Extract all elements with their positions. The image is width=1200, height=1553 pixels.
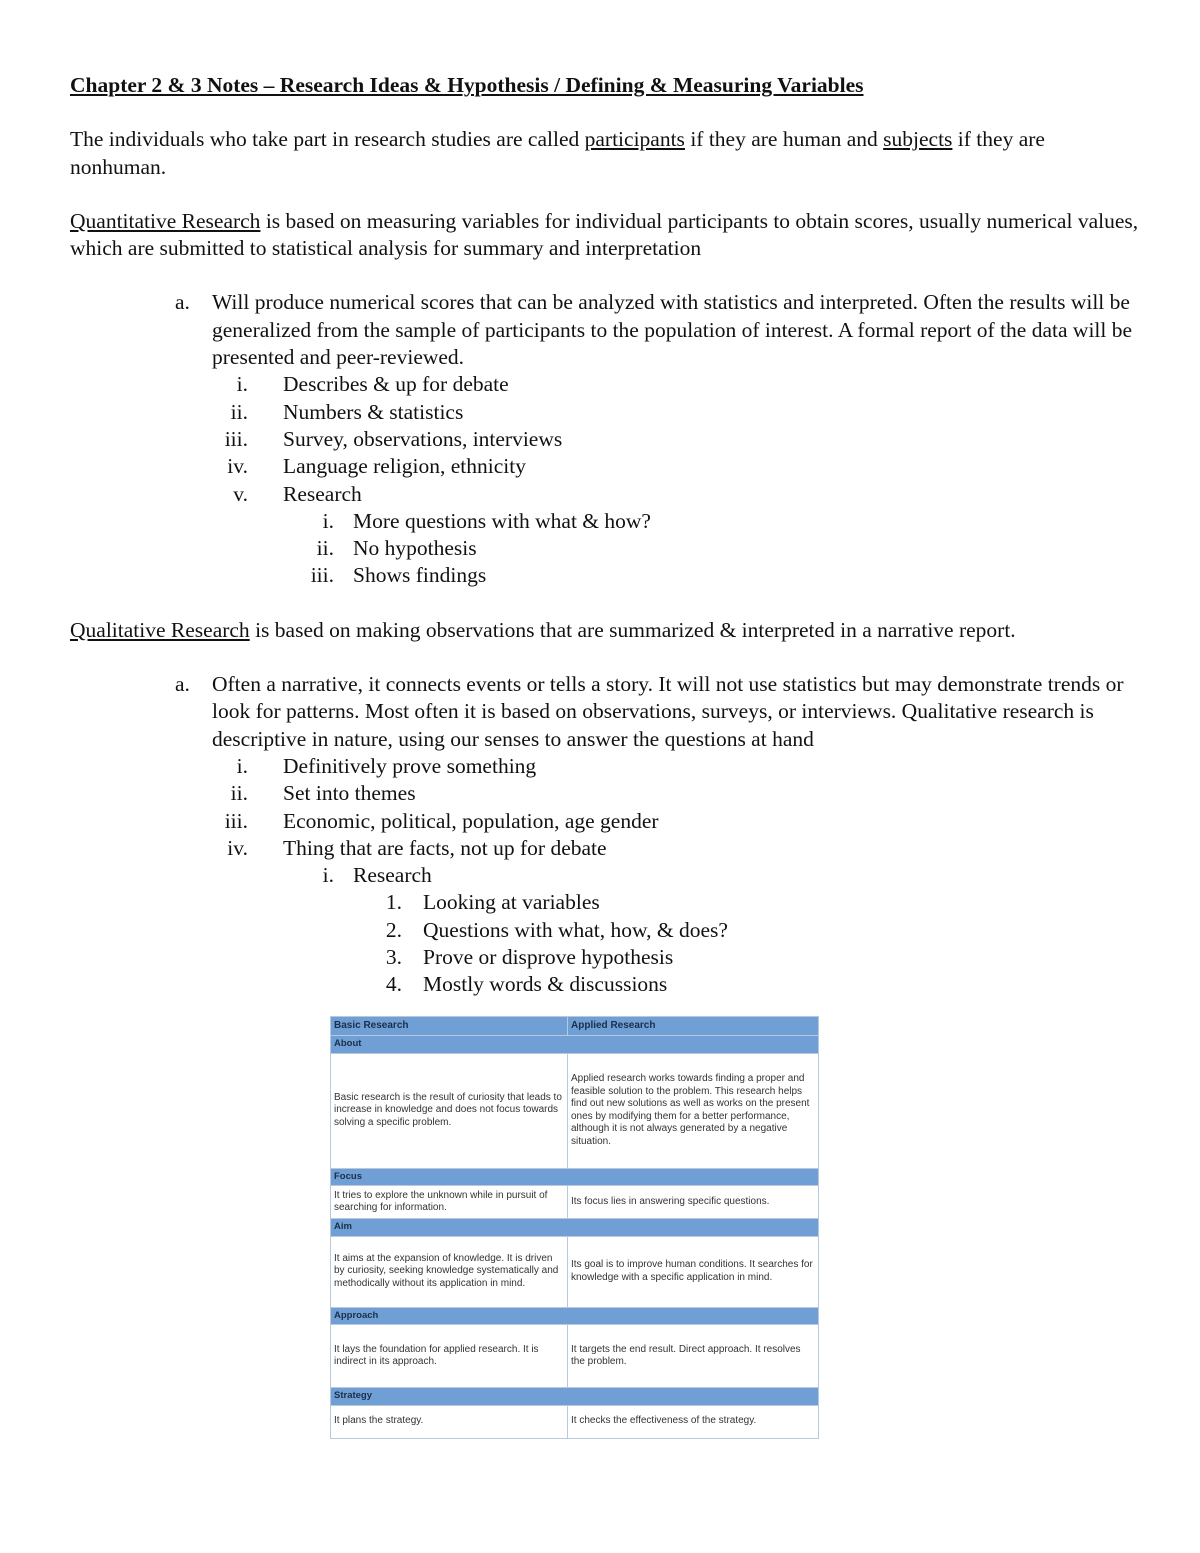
table-cell-applied: It checks the effectiveness of the strategy. [568,1405,819,1438]
table-cell-basic: It tries to explore the unknown while in pursuit of searching for information. [331,1186,568,1219]
table-section-row [331,1036,819,1054]
list-item-text: Definitively prove something [283,753,537,778]
table-section-row [331,1168,819,1186]
intro-paragraph [70,126,1140,181]
table-header-basic: Basic Research [331,1017,568,1036]
document-page [70,72,1140,999]
list-marker: iv. [227,835,248,860]
list-marker: i. [322,508,334,533]
list-marker: v. [233,481,248,506]
qualitative-definition: is based on making observations that are summarized & interpreted in a narrative report. [249,617,1016,642]
list-item-text: Numbers & statistics [283,399,464,424]
intro-text-1: The individuals who take part in research studies are called [70,127,585,152]
list-item-text: Survey, observations, interviews [283,426,563,451]
term-quantitative-research: Quantitative Research [70,208,261,233]
list-item-text: Set into themes [283,781,416,806]
list-marker: i. [322,863,334,888]
list-item-text: Thing that are facts, not up for debate [283,835,607,860]
table-row [331,1325,819,1388]
quantitative-item-a-text: Will produce numerical scores that can be analyzed with statistics and interpreted. Often the results will be generalized from the sample of participants to the population of interest. A formal report of the data will be presented and peer-reviewed. [212,290,1133,370]
list-item [70,971,1140,998]
table-row [331,1405,819,1438]
intro-text-3: if they are nonhuman. [70,127,1045,179]
comparison-table [330,1016,819,1439]
table-section-row [331,1219,819,1237]
list-item [70,481,1140,508]
list-item [70,917,1140,944]
list-marker: iii. [224,426,248,451]
page-title: Chapter 2 & 3 Notes – Research Ideas & Hypothesis / Defining & Measuring Variables [70,73,864,97]
list-item [70,835,1140,862]
qualitative-item-a [70,671,1140,753]
list-marker: iv. [227,454,248,479]
list-marker: ii. [316,536,334,561]
quantitative-definition: is based on measuring variables for individual participants to obtain scores, usually numerical values, which are submitted to statistical analysis for summary and interpretation [70,208,1139,261]
list-item [70,371,1140,398]
list-item [70,862,1140,889]
list-marker: i. [236,753,248,778]
table-section-label: Strategy [331,1388,819,1406]
table-section-label: About [331,1036,819,1054]
list-item-text: Research [353,863,432,888]
table-section-row [331,1388,819,1406]
list-item-text: No hypothesis [353,536,477,561]
list-marker: iii. [224,808,248,833]
list-item [70,426,1140,453]
term-subjects: subjects [883,127,953,152]
list-marker: 1. [385,890,402,915]
list-item [70,508,1140,535]
table-cell-basic: It plans the strategy. [331,1405,568,1438]
table-row [331,1236,819,1307]
list-item-text: Mostly words & discussions [423,972,668,997]
term-participants: participants [584,127,685,152]
table-cell-applied: Its goal is to improve human conditions. It searches for knowledge with a specific application in mind. [568,1236,819,1307]
list-marker: a. [175,672,190,697]
list-item [70,399,1140,426]
list-item-text: More questions with what & how? [353,508,651,533]
term-qualitative-research: Qualitative Research [70,617,250,642]
table-cell-basic: It lays the foundation for applied research. It is indirect in its approach. [331,1325,568,1388]
list-marker: 3. [385,945,402,970]
table-row [331,1053,819,1168]
list-marker: ii. [230,781,248,806]
list-item [70,753,1140,780]
table-section-label: Aim [331,1219,819,1237]
list-item-text: Describes & up for debate [283,372,509,397]
list-item-text: Language religion, ethnicity [283,454,526,479]
list-item [70,944,1140,971]
table-header-applied: Applied Research [568,1017,819,1036]
table-section-label: Approach [331,1307,819,1325]
list-marker: a. [175,290,190,315]
list-marker: i. [236,372,248,397]
list-item-text: Economic, political, population, age gender [283,808,659,833]
list-item-text: Looking at variables [423,890,600,915]
list-item [70,889,1140,916]
list-item-text: Research [283,481,362,506]
table-cell-basic: It aims at the expansion of knowledge. It is driven by curiosity, seeking knowledge systematically and methodically without its application in mind. [331,1236,568,1307]
list-item [70,453,1140,480]
qualitative-paragraph [70,617,1140,644]
intro-text-2: if they are human and [684,127,884,152]
list-item [70,562,1140,589]
table-cell-applied: Applied research works towards finding a proper and feasible solution to the problem. This research helps find out new solutions as well as works on the present ones by modifying them for a better performance, although it is not always generated by a negative situation. [568,1053,819,1168]
table-section-row [331,1307,819,1325]
table-cell-applied: Its focus lies in answering specific questions. [568,1186,819,1219]
quantitative-item-a [70,289,1140,371]
list-item [70,808,1140,835]
qualitative-item-a-text: Often a narrative, it connects events or tells a story. It will not use statistics but may demonstrate trends or look for patterns. Most often it is based on observations, surveys, or interviews. Qualitative research is descriptive in nature, using our senses to answer the questions at hand [212,672,1124,751]
table-section-label: Focus [331,1168,819,1186]
quantitative-paragraph [70,208,1140,263]
list-item-text: Questions with what, how, & does? [423,917,728,942]
list-item-text: Shows findings [353,563,487,588]
table-row [331,1186,819,1219]
list-marker: ii. [230,399,248,424]
list-marker: 2. [385,917,402,942]
list-item [70,535,1140,562]
list-marker: 4. [385,972,402,997]
table-cell-basic: Basic research is the result of curiosity that leads to increase in knowledge and does not focus towards solving a specific problem. [331,1053,568,1168]
table-header-row [331,1017,819,1036]
list-item-text: Prove or disprove hypothesis [423,945,674,970]
table-cell-applied: It targets the end result. Direct approach. It resolves the problem. [568,1325,819,1388]
list-item [70,780,1140,807]
list-marker: iii. [310,563,334,588]
